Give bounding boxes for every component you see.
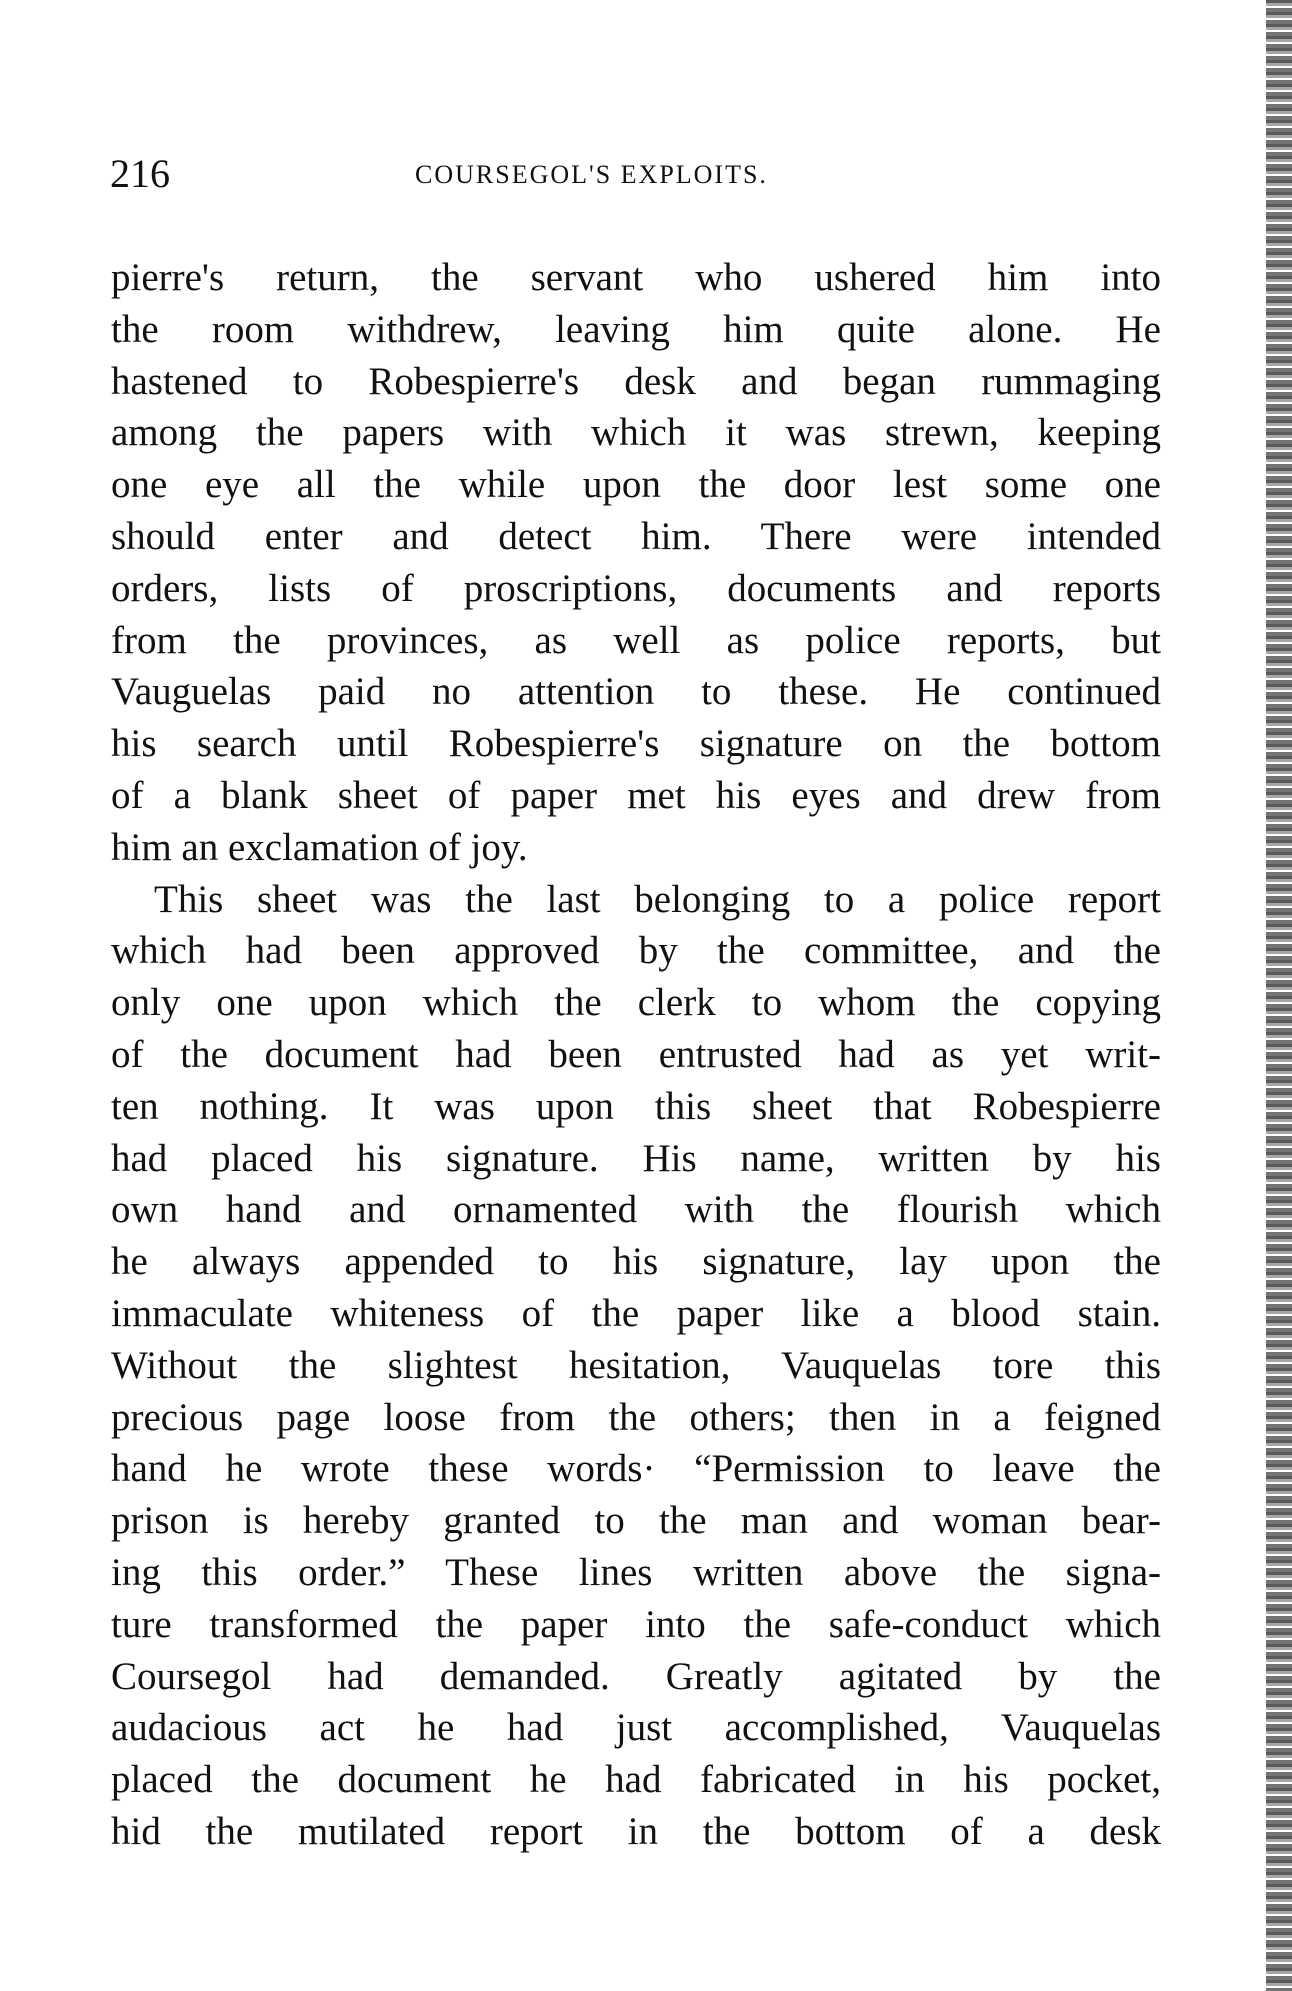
text-line: Without the slightest hesitation, Vauquelas tore this bbox=[111, 1343, 1161, 1387]
running-title: COURSEGOL'S EXPLOITS. bbox=[415, 160, 768, 189]
text-line: ture transformed the paper into the safe-conduct which bbox=[111, 1602, 1161, 1646]
text-line: only one upon which the clerk to whom the copying bbox=[111, 981, 1161, 1025]
text-line: ing this order.” These lines written above the signa- bbox=[111, 1550, 1161, 1594]
text-line: he always appended to his signature, lay upon the bbox=[111, 1240, 1161, 1284]
text-line: immaculate whiteness of the paper like a blood stain. bbox=[111, 1291, 1161, 1335]
text-line: should enter and detect him. There were intended bbox=[111, 514, 1161, 558]
text-line: hastened to Robespierre's desk and began rummaging bbox=[111, 359, 1161, 403]
text-line: prison is hereby granted to the man and woman bear- bbox=[111, 1499, 1161, 1543]
text-line: his search until Robespierre's signature on the bottom bbox=[111, 722, 1161, 766]
text-line: pierre's return, the servant who ushered him into bbox=[111, 256, 1161, 299]
text-line: own hand and ornamented with the flourish which bbox=[111, 1188, 1161, 1232]
page-header bbox=[110, 150, 1160, 200]
text-line: Coursegol had demanded. Greatly agitated by the bbox=[111, 1654, 1161, 1698]
text-line: of a blank sheet of paper met his eyes and drew from bbox=[111, 773, 1161, 817]
text-line: him an exclamation of joy. bbox=[111, 825, 528, 869]
text-line: from the provinces, as well as police reports, but bbox=[111, 618, 1161, 662]
text-line: among the papers with which it was strewn, keeping bbox=[111, 411, 1161, 455]
text-line: audacious act he had just accomplished, Vauquelas bbox=[111, 1706, 1161, 1750]
text-line: ten nothing. It was upon this sheet that Robespierre bbox=[111, 1084, 1161, 1128]
text-line: This sheet was the last belonging to a police report bbox=[154, 877, 1161, 921]
text-line: precious page loose from the others; then in a feigned bbox=[111, 1395, 1161, 1439]
page-number: 216 bbox=[110, 151, 170, 196]
text-line: Vauguelas paid no attention to these. He continued bbox=[111, 670, 1161, 714]
text-line: orders, lists of proscriptions, documents and reports bbox=[111, 566, 1161, 610]
text-line: hand he wrote these words· “Permission to leave the bbox=[111, 1447, 1161, 1491]
text-line: placed the document he had fabricated in his pocket, bbox=[111, 1758, 1161, 1802]
text-line: of the document had been entrusted had as yet writ- bbox=[111, 1032, 1161, 1076]
text-line: hid the mutilated report in the bottom of a desk bbox=[111, 1809, 1161, 1853]
page-binding-edge bbox=[1266, 0, 1292, 1991]
text-line: the room withdrew, leaving him quite alone. He bbox=[111, 307, 1161, 351]
text-line: had placed his signature. His name, written by his bbox=[111, 1136, 1161, 1180]
text-line: which had been approved by the committee, and the bbox=[111, 929, 1161, 973]
body-text bbox=[111, 252, 1161, 1858]
text-line: one eye all the while upon the door lest some one bbox=[111, 463, 1161, 507]
